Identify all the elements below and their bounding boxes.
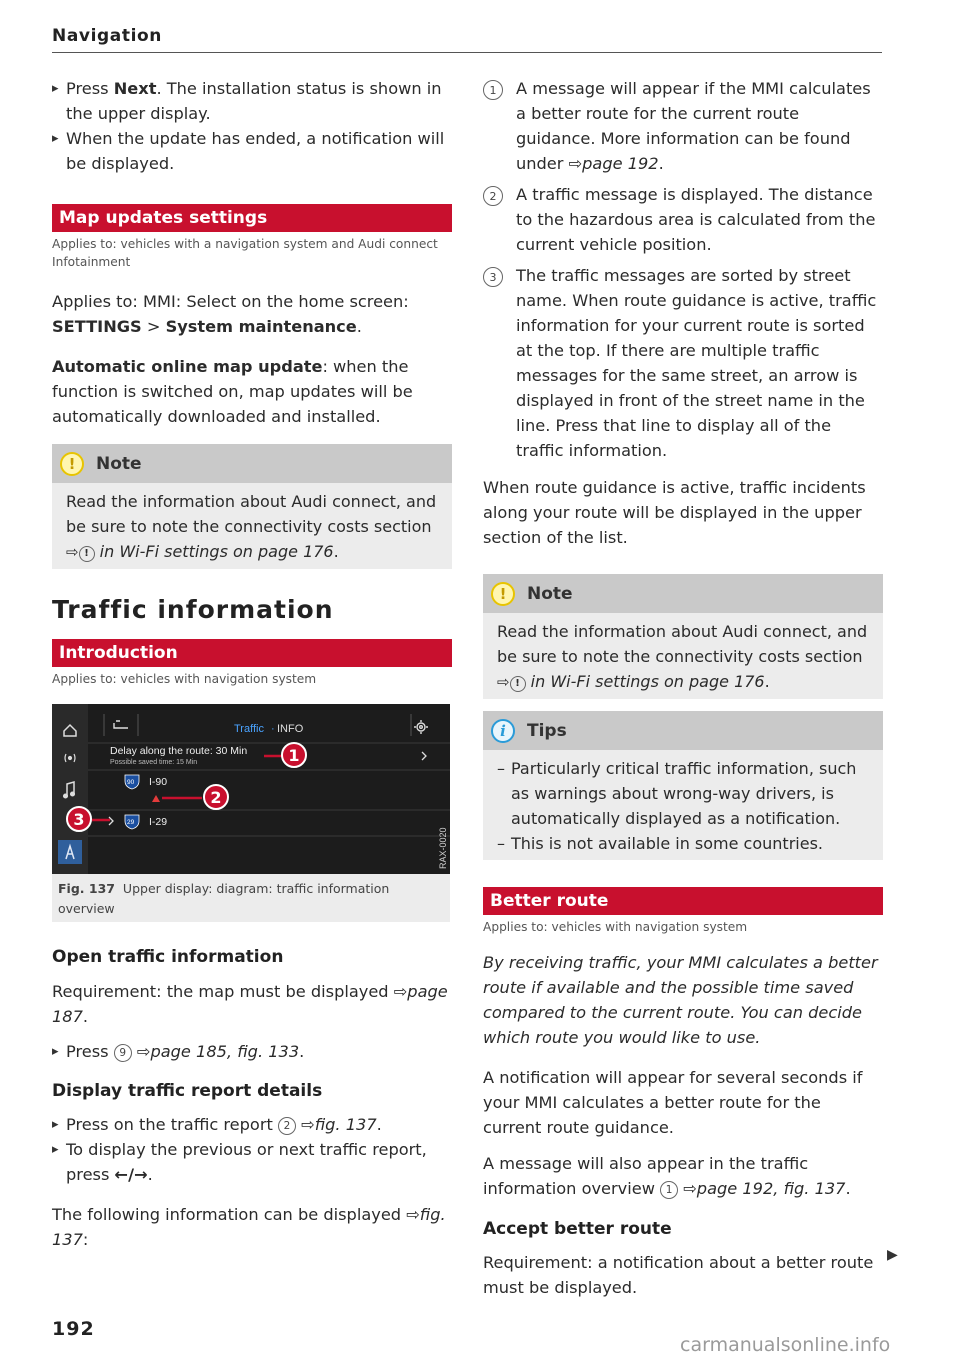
music-icon [64, 782, 75, 798]
better-route-applies: Applies to: vehicles with navigation system [483, 920, 748, 934]
warning-icon: ! [60, 452, 84, 476]
better-route-message: A message will also appear in the traffic information overview 1 ⇨page 192, fig. 137. [483, 1154, 851, 1198]
callout-1: 1 [281, 742, 307, 768]
better-route-intro: By receiving traffic, your MMI calculates a better route if available and the possible time saved compared to the current route. You can decide which route you would like to use. [483, 953, 878, 1047]
auto-update-text: Automatic online map update: when the function is switched on, map updates will be automatically downloaded and installed. [52, 357, 413, 426]
gear-icon [414, 720, 428, 734]
back-icon [114, 721, 128, 728]
figure-code: RAX-0020 [438, 827, 448, 869]
screen-drawing [52, 704, 450, 874]
tips-header [483, 711, 883, 750]
traffic-heading: Traffic information [52, 595, 334, 624]
open-traffic-requirement: Requirement: the map must be displayed ⇨page 187. [52, 982, 448, 1026]
list-item: 2 A traffic message is displayed. The distance to the hazardous area is calculated from the current vehicle position. [483, 182, 883, 257]
note-body: Read the information about Audi connect, and be sure to note the connectivity costs section ⇨ ! in Wi-Fi settings on page 176. [66, 492, 437, 561]
screen-title: Traffic [234, 723, 264, 735]
page-number: 192 [52, 1318, 95, 1340]
right-column [483, 76, 883, 1300]
following-info-text: The following information can be displayed ⇨fig. 137: [52, 1205, 446, 1249]
section-title: Navigation [52, 26, 162, 46]
note-header [483, 574, 883, 613]
list-item: 3 The traffic messages are sorted by street name. When route guidance is active, traffic information for your current route is sorted at the top. If there are multiple traffic messages for the same street, an arrow is displayed in front of the street name in the line. Press that line to display all of the traffic information. [483, 263, 883, 463]
radio-icon [65, 754, 75, 762]
mmi-screen [52, 704, 450, 874]
map-updates-heading: Map updates settings [52, 204, 452, 232]
bullet-press-next: ▸ Press Next. The installation status is shown in the upper display. [52, 76, 452, 126]
warning-icon: ! [491, 582, 515, 606]
tip-item: – Particularly critical traffic information, such as warnings about wrong-way drivers, is automatically displayed as a notification. [497, 756, 869, 831]
screen-title-info: INFO [277, 723, 304, 735]
saved-time-text: Possible saved time: 15 Min [110, 759, 198, 766]
callout-2: 2 [203, 784, 229, 810]
home-icon [64, 725, 76, 736]
note-body: Read the information about Audi connect, and be sure to note the connectivity costs section ⇨ ! in Wi-Fi settings on page 176. [497, 622, 868, 691]
warning-ref-icon: ! [79, 546, 95, 562]
chevron-right-icon [422, 752, 426, 760]
tip-item: – This is not available in some countries. [497, 831, 869, 856]
map-updates-applies: Applies to: vehicles with a navigation system and Audi connect Infotainment [52, 237, 438, 269]
mmi-path-text: Applies to: MMI: Select on the home screen: SETTINGS > System maintenance. [52, 292, 409, 336]
note-box-right [483, 574, 883, 699]
note-title: Note [527, 583, 573, 604]
details-heading: Display traffic report details [52, 1081, 323, 1101]
accept-requirement: Requirement: a notification about a better route must be displayed. [483, 1253, 874, 1297]
note-header [52, 444, 452, 483]
open-traffic-heading: Open traffic information [52, 947, 284, 967]
bullet-prev-next: ▸ To display the previous or next traffic report, press ←/→. [52, 1137, 452, 1187]
info-icon: i [491, 719, 515, 743]
figure-caption: Fig. 137 Upper display: diagram: traffic information overview [52, 874, 450, 922]
introduction-heading: Introduction [52, 639, 452, 667]
accept-better-route-heading: Accept better route [483, 1219, 672, 1239]
tips-body [483, 750, 883, 860]
svg-text:29: 29 [127, 819, 135, 826]
note-box-left [52, 444, 452, 569]
left-column [52, 76, 452, 1252]
continue-arrow-icon: ▶ [887, 1247, 898, 1263]
tips-title: Tips [527, 720, 567, 741]
road-i90: I-90 [149, 776, 168, 788]
tips-box [483, 711, 883, 860]
intro-applies: Applies to: vehicles with navigation system [52, 672, 317, 686]
incidents-text: When route guidance is active, traffic incidents along your route will be displayed in the upper section of the list. [483, 478, 866, 547]
screen-title-sep: · [271, 723, 275, 735]
hazard-warning-icon [152, 795, 160, 802]
better-route-heading: Better route [483, 887, 883, 915]
warning-ref-icon: ! [510, 676, 526, 692]
bullet-press-report: ▸ Press on the traffic report 2 ⇨fig. 137. [52, 1112, 452, 1137]
svg-text:90: 90 [127, 779, 135, 786]
road-i29: I-29 [149, 816, 168, 828]
route-delay-text: Delay along the route: 30 Min [110, 745, 248, 757]
list-item: 1 A message will appear if the MMI calculates a better route for the current route guidance. More information can be found under ⇨page 192. [483, 76, 883, 176]
bullet-update-ended: ▸ When the update has ended, a notification will be displayed. [52, 126, 452, 176]
bullet-press-9: ▸ Press 9 ⇨page 185, fig. 133. [52, 1039, 452, 1064]
watermark: carmanualsonline.info [680, 1334, 891, 1356]
callout-3: 3 [66, 806, 92, 832]
note-title: Note [96, 453, 142, 474]
figure-137 [52, 704, 450, 922]
page-header [52, 26, 882, 53]
better-route-notification: A notification will appear for several seconds if your MMI calculates a better route for the current route guidance. [483, 1068, 863, 1137]
